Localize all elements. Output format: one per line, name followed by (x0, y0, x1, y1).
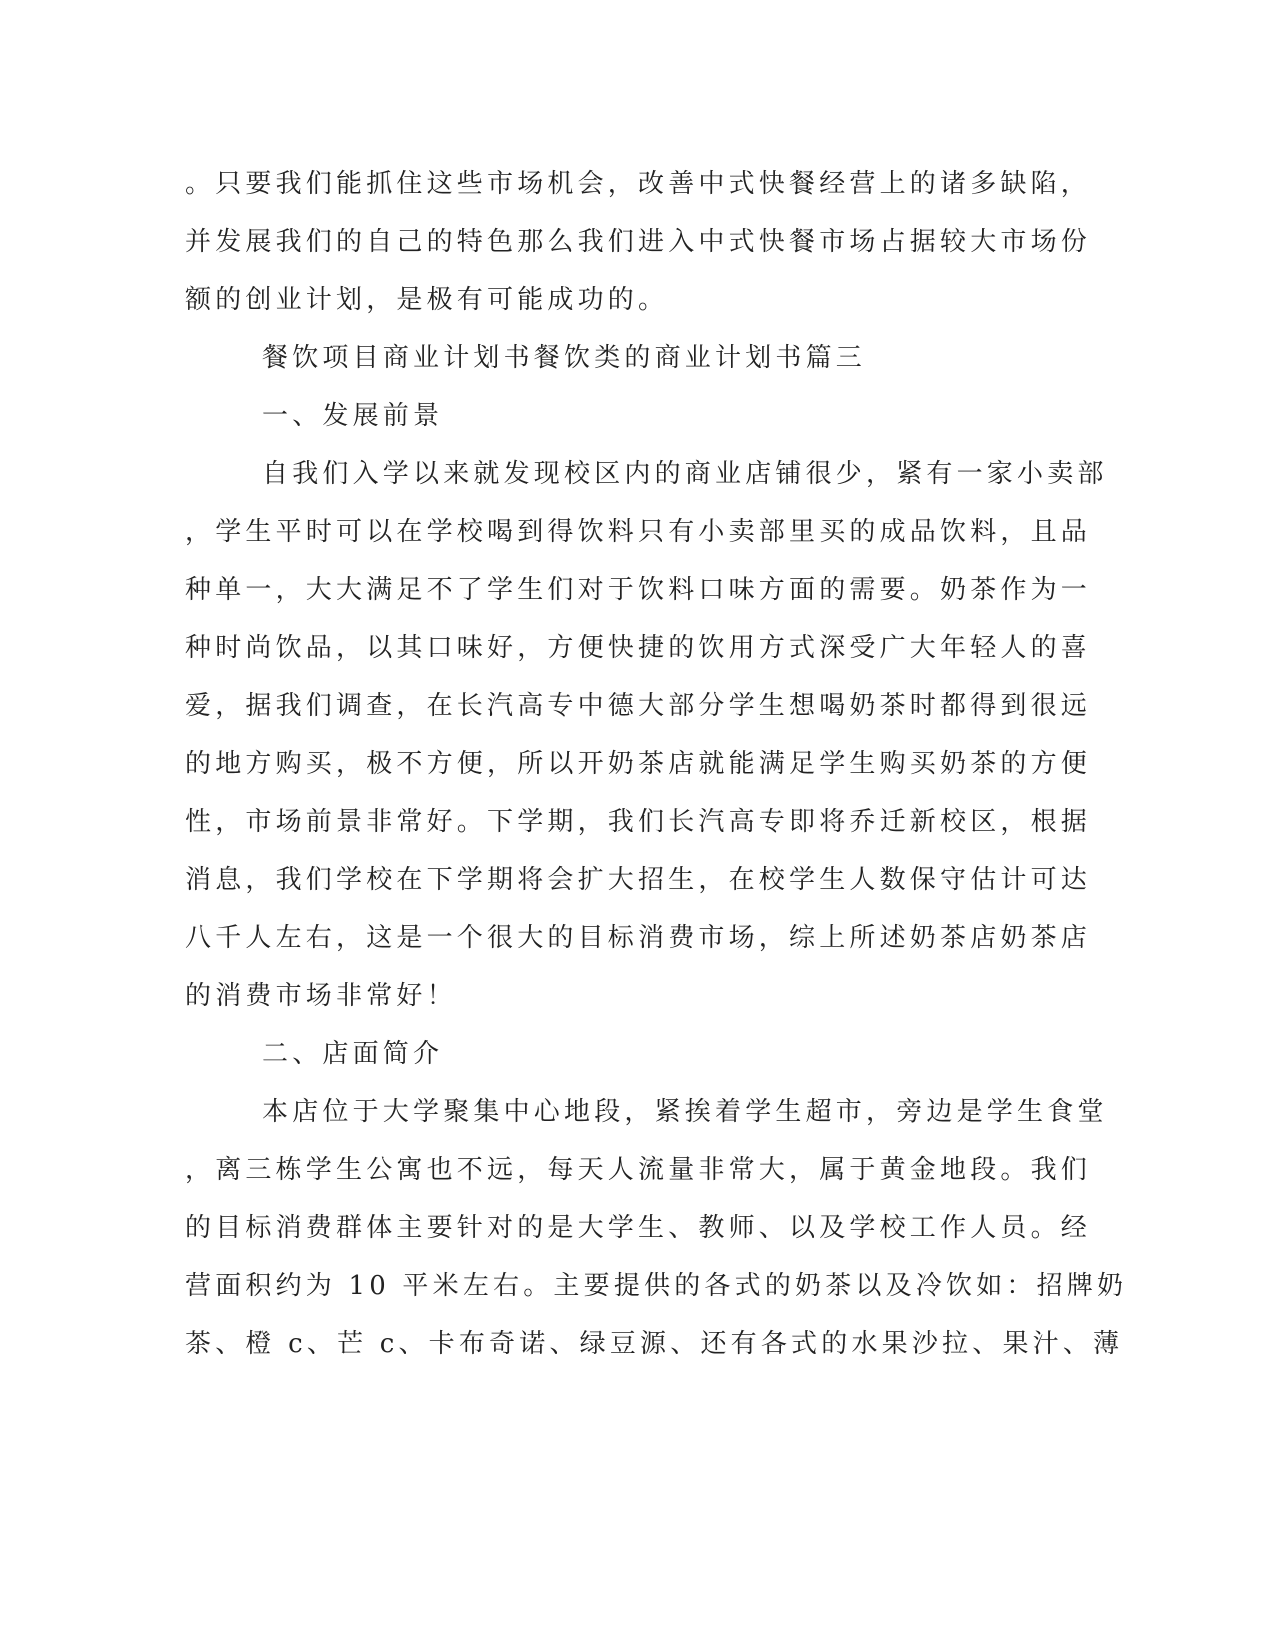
text-line: 的地方购买，极不方便，所以开奶茶店就能满足学生购买奶茶的方便 (185, 749, 1092, 779)
text-line: 茶、橙 c、芒 c、卡布奇诺、绿豆源、还有各式的水果沙拉、果汁、薄 (185, 1329, 1124, 1359)
text-line: 种单一，大大满足不了学生们对于饮料口味方面的需要。奶茶作为一 (185, 575, 1092, 605)
text-line: 消息，我们学校在下学期将会扩大招生，在校学生人数保守估计可达 (185, 865, 1092, 895)
text-line: 营面积约为 10 平米左右。主要提供的各式的奶茶以及冷饮如：招牌奶 (185, 1271, 1128, 1301)
text-line: 的目标消费群体主要针对的是大学生、教师、以及学校工作人员。经 (185, 1213, 1092, 1243)
text-line: ，离三栋学生公寓也不远，每天人流量非常大，属于黄金地段。我们 (185, 1155, 1092, 1185)
text-line: 额的创业计划，是极有可能成功的。 (185, 285, 669, 315)
text-line: 种时尚饮品，以其口味好，方便快捷的饮用方式深受广大年轻人的喜 (185, 633, 1092, 663)
text-line: 八千人左右，这是一个很大的目标消费市场，综上所述奶茶店奶茶店 (185, 923, 1092, 953)
text-line: 的消费市场非常好！ (185, 981, 457, 1011)
text-line: 性，市场前景非常好。下学期，我们长汽高专即将乔迁新校区，根据 (185, 807, 1092, 837)
text-line: 并发展我们的自己的特色那么我们进入中式快餐市场占据较大市场份 (185, 227, 1092, 257)
text-line: 本店位于大学聚集中心地段，紧挨着学生超市，旁边是学生食堂 (262, 1097, 1108, 1127)
text-line: 自我们入学以来就发现校区内的商业店铺很少，紧有一家小卖部 (262, 459, 1108, 489)
section-title: 餐饮项目商业计划书餐饮类的商业计划书篇三 (262, 343, 867, 373)
text-line: 爱，据我们调查，在长汽高专中德大部分学生想喝奶茶时都得到很远 (185, 691, 1092, 721)
text-line: 。只要我们能抓住这些市场机会，改善中式快餐经营上的诸多缺陷， (185, 169, 1092, 199)
section-heading: 一、发展前景 (262, 401, 444, 431)
text-line: ，学生平时可以在学校喝到得饮料只有小卖部里买的成品饮料，且品 (185, 517, 1092, 547)
section-heading: 二、店面简介 (262, 1039, 444, 1069)
